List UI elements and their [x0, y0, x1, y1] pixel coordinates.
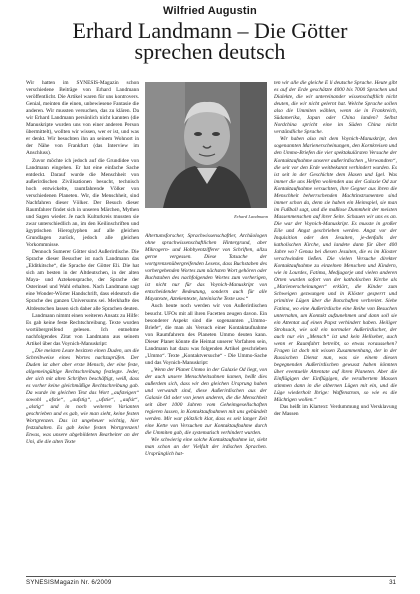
- quote-paragraph: „Wenn der Planet Ummo in der Galaxie Od liegt, von der auch unsere Menschheitsahnen kamen, heißt dies außerdem sich, dass wir den gleichen Ursprung haben und verwandt sind, diese Außerirdischen aus der Galaxie Od oder von jenen anderen, die die Menschheit seit über 1000 Jahren vom Geheimgesellschaften regieren lassen, in Kontaktaufnahmen mit uns gebündelt werden. Mir war plötzlich klar, dass es seit langer Zeit eine Kette von Versuchen zur Kontaktaufnahme durch die Ummiten gab, die systematisch verhindert wurden.: [145, 366, 267, 437]
- text-column-middle: [145, 233, 267, 574]
- text-column-right: [274, 80, 397, 574]
- paragraph: Wir hatten im SYNESIS-Magazin schon verschiedene Beiträge von Erhard Landmann veröffentlicht. Die Artikel waren für uns kontrovers. Genial, meinten die einen, unbewiesene Fantasie die anderen. Wir mussten versuchen, das zu klären. Da wir Erhard Landmann persönlich nicht kannten (die Manuskripte wurden uns von einer anderen Person übermittelt), wollten wir wissen, wer er ist, und was er denkt. Wir besuchten ihn an seinem Wohnort in der Nähe von Frankfurt (das Interview im Anschluss).: [26, 80, 139, 157]
- quote-paragraph: Wie schwierig eine solche Kontaktaufnahme ist, sieht man schon an der Vielfalt der irdischen Sprachen. Ursprünglich hat-: [145, 437, 267, 458]
- title-line-1: Erhard Landmann – Die Götter: [72, 18, 348, 43]
- page-number: 31: [389, 579, 396, 586]
- paragraph: Dennoch Sumerer Götter sind Außerirdische. Die Sprache dieser Besucher ist nach Landmann das „Elditkitsche“, die Sprache der Götter Eli. Die hat sich am besten in der Altdeutschen, in der alten Maya- und Aztekensprache, der Sprache der Osterinsel und Wahl erhalten. Nach Landmann sagt eine Wonder-Wörter Handschrift, dass eldeutsch die Sprache des ganzen Universums sei. Merkhafte des Altdeutschen lassen sich daher alle Sprachen deuten.: [26, 249, 139, 312]
- portrait-illustration: [145, 82, 267, 208]
- footer-divider: [26, 576, 396, 577]
- quote-paragraph: Altertumsforscher, Sprachwissenschaftler, Archäologen ohne sprachwissenschaftlichen Hintergrund, aber Mikrogern- und Hobbyentzifferer von Schriften, allzu gerne vergessen. Diese Tatsache der wortgrenzenübergreifenden Lesens, dass Buchstaben des vorhergehenden Wortes zum nächsten Wort gehören oder Buchstaben des nachfolgenden Wortes zum vorherigen, ist nicht nur für das Voynich-Manuskript von entscheidender Bedeutung, sondern auch für alle Mayatexte, Aztekentexte, lateinische Texte usw.“: [145, 233, 267, 303]
- author-name: Wilfried Augustin: [163, 5, 257, 17]
- title-line-2: sprechen deutsch: [134, 39, 286, 64]
- quote-paragraph: „Die meisten Leute besitzen einen Duden, um die Schreibweise eines Wortes nachzuprüfen. Der Duden ist aber aber erste Mensch, der eine feste, allgemeingültige Rechtschreibung festlegte. Jeder, der sich mit alten Schriften beschäftigt, weiß, dass es vorher keine gleichmäßige Rechtschreibung gab. Da wurde im gleichen Text das Wort „aufsteigen“ sowohl „afstie“, „aufstig“, „ufstie“, „aufsit“, „alstig“ und in noch weiteren Varianten geschrieben und es gab, wie man sieht, keine festen Wortgrenzen. Das ist ungeheuer wichtig, hier festzuhalten. Es gab keine festen Wortgrenzen! Etwas, was unsere abgebildeten Bearbeiter an der Uni, die die alten Texte: [26, 347, 139, 446]
- paragraph: Das heißt im Klartext: Verdummung und Versklavung der Massen: [274, 404, 397, 418]
- quote-paragraph: ten wir alle die gleiche E li deutsche Sprache. Heute gibt es auf der Erde geschätzte 4000 bis 7000 Sprachen und Dialekte, die wir untereinander wissenschaftlich nicht deuten, die wir nicht gelernt hat. Welche Sprache sollen also die Ummiten wählen, wenn sie in Frankreich, Südamerika, Japan oder China landen? Selbst Nordchina spricht eine im Süden China nicht verständliche Sprache.: [274, 80, 397, 136]
- paragraph: Auch heute noch werden wir von Außerirdischen besucht. UFOs mit all ihren Facetten zeugen davon. Ein besonderer Aspekt sind die sogenannten „Ummo-Briefe“, die man als Versuch einer Kontaktaufnahme von Raumfahrern des Planeten Ummo deuten kann. Dieser Planet könnte die Heimat unserer Vorfahren sein, Landmann hat dazu was folgenden Artikel geschrieben „Ummo“. Texte „Kontaktversuche“ - Die Ummo-Sache und das Voynich-Manuskript:: [145, 303, 267, 366]
- magazine-issue-label: SYNESISMagazin Nr. 6/2009: [26, 579, 112, 586]
- article-title: [40, 20, 380, 62]
- author-portrait-photo: [145, 82, 267, 208]
- photo-caption: Erhard Landmann: [234, 214, 268, 219]
- text-column-left: [26, 80, 139, 574]
- quote-paragraph: Wir haben also mit dem Voynich-Manuskript, den sogenannten Marienerscheinungen, den Kornkreisen und den Ummo-Briefen die vier spektakulärsten Versuche der Kontaktaufnahme unserer außerirdischen „Verwandten“, die seit vor den Erde weitbekannt verhindert wurden. Es ist seit in der Geschichte dem Hasen und Igel. Was immer die uns Helfen wollenden aus der Galaxie Od zur Kontaktaufnahme versuchten, ihre Gegner aus ihren die Menschheit beherrschenden Machtinstrumenten sind immer schon da, denn sie haben ein Heimspiel, sie man im Fußball sagt, und die maßlose Dummheit der meisten Massenmenschen auf ihrer Seite. Schauen wir uns es an. Die war der Voynich-Manuskript. Es musste in großer Eile und Angst geschrieben werden. Angst vor der Inquisition oder den Jesuiten, je-denfalls der katholischen Kirche, und landete dann für über 400 Jahre wo? Genau bei diesen Jesuiten, die es im Kloster verschwinden ließen. Die vielen Versuche direkter Kontaktaufnahme zu einzelnen Menschen und Kindern, wie in Lourdes, Fatima, Medjugorje und vielen anderen Orten wurden sofort von der katholischen Kirche als „Marienerscheinungen“ erklärt, die Kinder zum Schweigen gezwungen und in Klöster gesperrt und primitive Lügen über die Botschaften verbreitet. Siehe Fatima, wo eine Außerirdische eine Reihe von Besuchen unternahm, um Kontakt aufzunehmen und dann soll sie ein Attentat auf einen Papst verhindert haben. Heiliger Strohsack, wie soll ein normaler Außerirdischer, der auch nur ein „Mensch“ ist und kein Hellseher, auch wenn er Raumfahrt betreibt, so etwas voraussehen? Fragen ist doch mit wissen Zusammenhang, der in der Russischen Dienst nun, was sie einem diesen begegnenden Außerirdischen gewusst haben könnten über eventuelle Attentate auf ihren Planeten. Aber die Einflügigen der Einflügigen, die veralbertem Massen stimmen dann in die albernen Lügen mit ein, und die Lüge wiederholt Ihrige: Waffenstrom, so wie es die Mächtigen wollen.“: [274, 136, 397, 404]
- paragraph: Zuvor möchte ich jedoch auf die Grundidee von Landmann eingehen. Er hat eine einfache Sache entdeckt. Darauf wurde die Menschheit von außerirdischen Zivilisationen besucht, technisch hoch entwickelte, raumfahrende Völker von verschiedenen Planeten. Wir, die Menschheit, sind Nachfahren dieser Völker. Der Besuch dieser Raumfahrer findet sich in unseren Märchen, Mythen und Sagen wieder. Je nach Kulturkreis mussten sie zwar unterschiedlich an, im den Keilinschriften und ägyptischen Hieroglyphen auf alle gleichen Grundlagen zurück, jedoch alle gleichen Vorkommnisse.: [26, 157, 139, 249]
- paragraph: Landmann nimmt einen weiteren Ansatz zu Hilfe: Es gab keine feste Rechtschreibung. Texte wurden wortübergreifend gelesen. Ich entnehme nachfolgendes Zitat von Landmann aus seinem Artikel über das Voynich-Manuskript:: [26, 312, 139, 347]
